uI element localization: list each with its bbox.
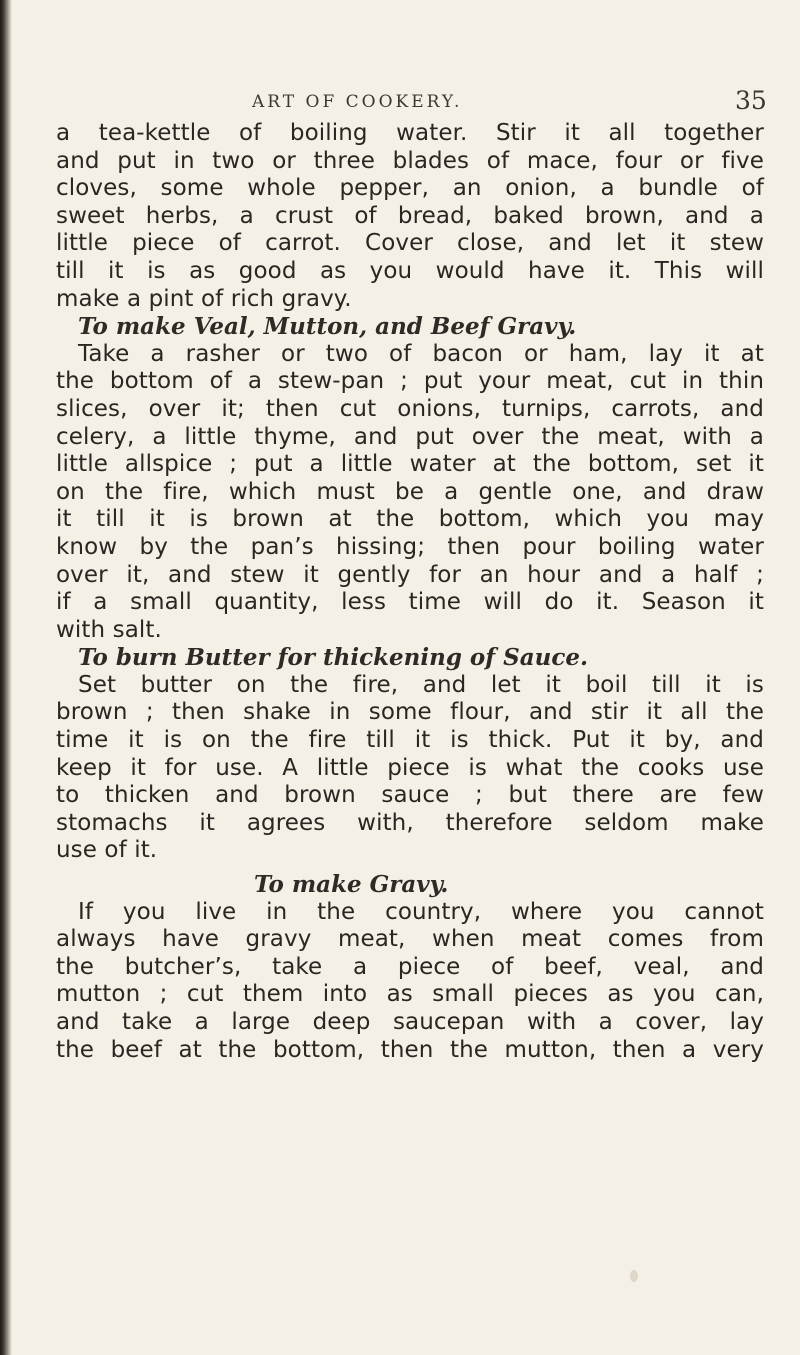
text-line: stomachs it agrees with, therefore seldom make	[56, 809, 764, 836]
text-line: keep it for use. A little piece is what the cooks use	[56, 754, 764, 781]
text-line: a tea-kettle of boiling water. Stir it all together	[56, 120, 764, 146]
text-line: If you live in the country, where you cannot	[78, 898, 764, 925]
running-head: ART OF COOKERY.	[252, 92, 463, 112]
text-line: make a pint of rich gravy.	[56, 285, 352, 312]
text-line: till it is as good as you would have it. This will	[56, 257, 764, 284]
recipe-heading-veal-mutton-beef-gravy: To make Veal, Mutton, and Beef Gravy.	[78, 313, 577, 341]
paper-blemish	[630, 1270, 638, 1282]
text-line: Take a rasher or two of bacon or ham, lay it at	[78, 340, 764, 367]
text-line: cloves, some whole pepper, an onion, a bundle of	[56, 175, 764, 202]
text-line: if a small quantity, less time will do it. Season it	[56, 589, 764, 616]
page-header	[0, 82, 800, 122]
recipe-heading-gravy: To make Gravy.	[254, 871, 449, 899]
opening-paragraph	[56, 120, 764, 313]
text-line: slices, over it; then cut onions, turnips, carrots, and	[56, 395, 764, 422]
text-line: brown ; then shake in some flour, and stir it all the	[56, 699, 764, 726]
text-line: time it is on the fire till it is thick. Put it by, and	[56, 727, 764, 754]
text-line: the beef at the bottom, then the mutton, then a very	[56, 1036, 764, 1063]
text-line: know by the pan’s hissing; then pour boiling water	[56, 533, 764, 560]
page-number: 35	[735, 86, 767, 115]
text-line: always have gravy meat, when meat comes from	[56, 926, 764, 953]
recipe-heading-burn-butter: To burn Butter for thickening of Sauce.	[78, 644, 589, 672]
text-line: to thicken and brown sauce ; but there are few	[56, 782, 764, 809]
text-line: and take a large deep saucepan with a cover, lay	[56, 1009, 764, 1035]
text-line: mutton ; cut them into as small pieces as you can,	[56, 981, 764, 1008]
text-line: celery, a little thyme, and put over the meat, with a	[56, 423, 764, 450]
text-line: it till it is brown at the bottom, which you may	[56, 506, 764, 533]
text-line: the butcher’s, take a piece of beef, veal, and	[56, 953, 764, 980]
text-line: over it, and stew it gently for an hour and a half ;	[56, 561, 764, 588]
text-line: use of it.	[56, 837, 158, 864]
page-gutter-shadow	[0, 0, 12, 1355]
text-line: little allspice ; put a little water at the bottom, set it	[56, 451, 764, 478]
text-line: Set butter on the fire, and let it boil till it is	[78, 671, 764, 698]
text-line: sweet herbs, a crust of bread, baked brown, and a	[56, 202, 764, 229]
recipe-paragraph-gravy	[56, 899, 764, 1065]
page-body	[56, 120, 764, 1064]
text-line: and put in two or three blades of mace, four or five	[56, 147, 764, 174]
text-line: with salt.	[56, 616, 162, 643]
recipe-paragraph-burn-butter	[56, 672, 764, 865]
recipe-paragraph-veal-mutton-beef-gravy	[56, 341, 764, 645]
text-line: little piece of carrot. Cover close, and let it stew	[56, 230, 764, 257]
text-line: on the fire, which must be a gentle one, and draw	[56, 478, 764, 505]
text-line: the bottom of a stew-pan ; put your meat, cut in thin	[56, 368, 764, 395]
